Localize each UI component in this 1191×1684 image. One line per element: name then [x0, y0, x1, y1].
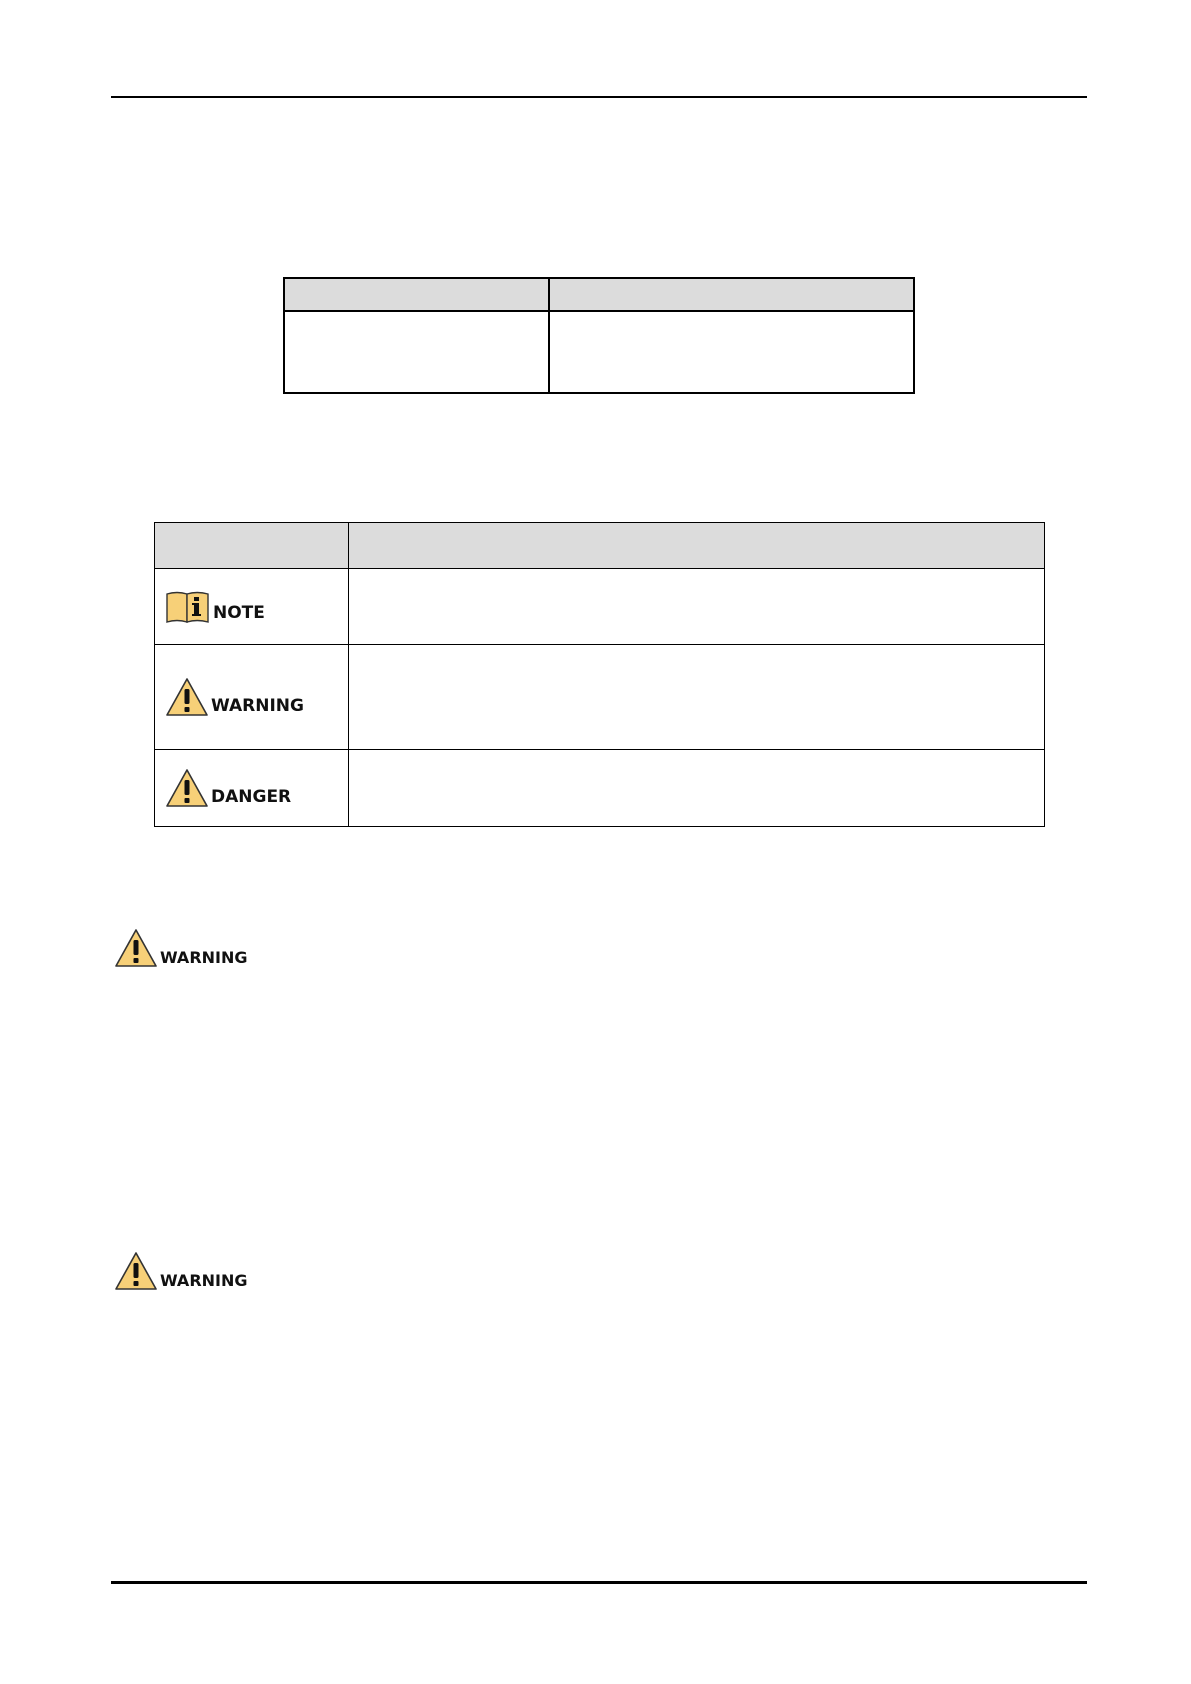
- symbol-cell: [155, 750, 349, 827]
- warning-triangle-icon: [165, 768, 209, 808]
- description-cell: [349, 750, 1045, 827]
- info-table: [283, 277, 915, 394]
- footer-rule: [111, 1581, 1087, 1584]
- symbol-table-header-row: [155, 523, 1045, 569]
- symbol-cell: [155, 645, 349, 750]
- description-cell: [349, 645, 1045, 750]
- warning-callout: [114, 928, 248, 968]
- warning-label: WARNING: [211, 696, 304, 716]
- symbol-table-header-cell: [349, 523, 1045, 569]
- note-label: NOTE: [213, 602, 265, 623]
- info-table-header-cell: [284, 278, 549, 311]
- danger-label: DANGER: [211, 787, 292, 807]
- warning-triangle-icon: [114, 1251, 158, 1291]
- description-cell: [349, 569, 1045, 645]
- warning-triangle-icon: [165, 677, 209, 717]
- note-book-icon: [165, 590, 211, 624]
- info-table-header-row: [284, 278, 914, 311]
- header-rule: [111, 96, 1087, 98]
- warning-triangle-icon: [114, 928, 158, 968]
- info-table-cell: [284, 311, 549, 393]
- symbol-row-danger: [155, 750, 1045, 827]
- info-table-row: [284, 311, 914, 393]
- info-table-cell: [549, 311, 914, 393]
- symbol-table-header-cell: [155, 523, 349, 569]
- symbol-conventions-table: [154, 522, 1045, 827]
- symbol-row-note: [155, 569, 1045, 645]
- warning-callout: [114, 1251, 248, 1291]
- symbol-row-warning: [155, 645, 1045, 750]
- info-table-header-cell: [549, 278, 914, 311]
- warning-callout-label: WARNING: [160, 948, 248, 967]
- warning-callout-label: WARNING: [160, 1271, 248, 1290]
- symbol-cell: [155, 569, 349, 645]
